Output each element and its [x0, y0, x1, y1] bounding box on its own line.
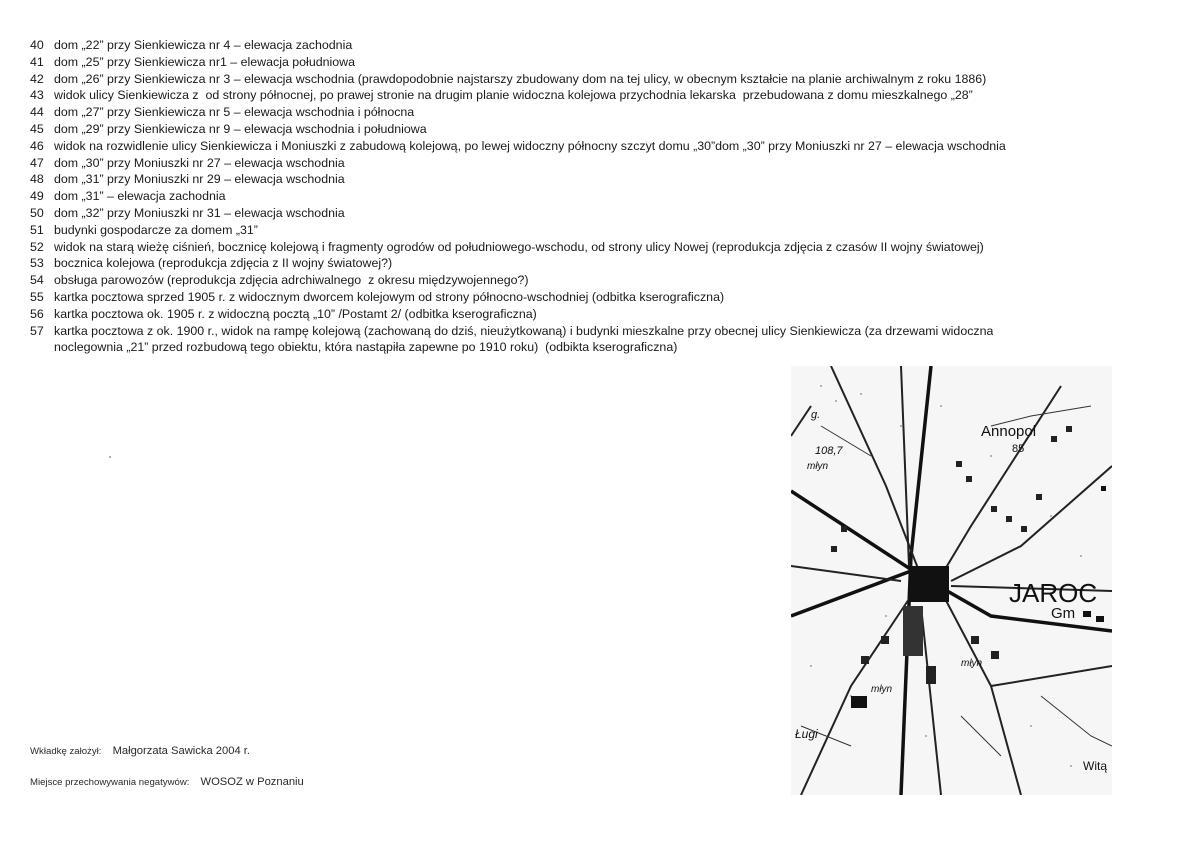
list-item [30, 222, 1190, 239]
list-item-number: 45 [30, 121, 44, 136]
list-item-number: 41 [30, 54, 44, 69]
map-label-jaroc: JAROC [1009, 578, 1098, 608]
list-item-number: 57 [30, 323, 44, 338]
author-line [30, 745, 250, 757]
map-image [791, 366, 1112, 795]
map-label-wita: Witą [1083, 759, 1107, 773]
list-item [30, 255, 1190, 272]
map-label-mlyn-2: młyn [871, 684, 893, 695]
list-item-text: bocznica kolejowa (reprodukcja zdjęcia z II wojny światowej?) [54, 256, 393, 271]
list-item-number: 40 [30, 38, 44, 52]
list-item-number: 56 [30, 306, 44, 321]
list-item [30, 205, 1190, 222]
list-item-number: 53 [30, 256, 44, 271]
list-item-text: widok na starą wieżę ciśnień, bocznicę kolejową i fragmenty ogrodów od południowego-wschodu, od strony ulicy Nowej (reprodukcja zdjęcia z czasów II wojny światowej) [54, 239, 984, 254]
list-item-text: kartka pocztowa sprzed 1905 r. z widocznym dworcem kolejowym od strony północno-wschodniej (odbitka kserograficzna) [54, 289, 725, 304]
list-item-text: obsługa parowozów (reprodukcja zdjęcia adrchiwalnego z okresu międzywojennego?) [54, 273, 529, 288]
list-item-number: 54 [30, 273, 44, 288]
list-item-text: dom „31” – elewacja zachodnia [54, 189, 226, 204]
list-item [30, 306, 1190, 323]
photo-list [30, 37, 1190, 356]
list-item [30, 272, 1190, 289]
list-item [30, 104, 1190, 121]
map-label-g: g. [811, 409, 821, 421]
list-item-number: 51 [30, 222, 44, 237]
list-item-number: 52 [30, 239, 44, 254]
list-item [30, 323, 1190, 340]
map-label-lugi: Ługi [795, 727, 818, 741]
list-item [30, 138, 1190, 155]
list-item-number: 47 [30, 155, 44, 170]
map-label-annopol: Annopol [981, 423, 1037, 440]
list-item-text: dom „25” przy Sienkiewicza nr1 – elewacja południowa [54, 54, 355, 69]
list-item [30, 171, 1190, 188]
author-label: Wkładkę założył: [30, 746, 102, 757]
list-item [30, 121, 1190, 138]
map-label-gm: Gm [1051, 605, 1076, 622]
list-item-text: kartka pocztowa z ok. 1900 r., widok na rampę kolejową (zachowaną do dziś, nieużytkowaną) i budynki mieszkalne przy obecnej ulicy Sienkiewicza (za drzewami widoczna [54, 323, 994, 338]
list-item-text: dom „27” przy Sienkiewicza nr 5 – elewacja wschodnia i północna [54, 105, 415, 120]
list-item-number: 50 [30, 205, 44, 220]
list-item [30, 188, 1190, 205]
storage-value: WOSOZ w Poznaniu [200, 776, 304, 788]
list-item-number: 44 [30, 105, 44, 120]
list-item-text: widok ulicy Sienkiewicza z od strony północnej, po prawej stronie na drugim planie widoczna kolejowa przychodnia lekarska przebudowana z domu mieszkalnego „28” [54, 88, 973, 103]
list-item [30, 54, 1190, 71]
map-label-mlyn: młyn [807, 461, 829, 472]
list-item-text: noclegownia „21” przed rozbudową tego obiektu, która nastąpiła zapewne po 1910 roku) (odbikta kserograficzna) [54, 340, 678, 355]
list-item-number: 46 [30, 138, 44, 153]
list-item [30, 87, 1190, 104]
list-item-text: dom „32” przy Moniuszki nr 31 – elewacja wschodnia [54, 205, 345, 220]
list-item [30, 155, 1190, 172]
list-item [30, 71, 1190, 88]
map-label-mlyn-3: młyn [961, 658, 983, 669]
list-item [30, 37, 1190, 54]
list-item-text: dom „31” przy Moniuszki nr 29 – elewacja wschodnia [54, 172, 345, 187]
storage-line [30, 776, 304, 788]
map-drawing [791, 366, 1112, 795]
storage-label: Miejsce przechowywania negatywów: [30, 777, 190, 788]
list-item-number: 49 [30, 189, 44, 204]
list-item-text: kartka pocztowa ok. 1905 r. z widoczną pocztą „10” /Postamt 2/ (odbitka kserograficzna) [54, 306, 537, 321]
map-label-elevation: 108,7 [815, 445, 843, 457]
list-item-text: dom „30” przy Moniuszki nr 27 – elewacja wschodnia [54, 155, 345, 170]
list-item-text: widok na rozwidlenie ulicy Sienkiewicza i Moniuszki z zabudową kolejową, po lewej widoczny północny szczyt domu „30”dom „30” przy Moniuszki nr 27 – elewacja wschodnia [54, 138, 1006, 153]
list-item-text: budynki gospodarcze za domem „31” [54, 222, 258, 237]
list-item-text: dom „29” przy Sienkiewicza nr 9 – elewacja wschodnia i południowa [54, 121, 427, 136]
list-item-text: dom „26” przy Sienkiewicza nr 3 – elewacja wschodnia (prawdopodobnie najstarszy zbudowany dom na tej ulicy, w obecnym kształcie na planie archiwalnym z roku 1886) [54, 71, 987, 86]
list-item [30, 239, 1190, 256]
list-item-number: 42 [30, 71, 44, 86]
list-item-number: 55 [30, 289, 44, 304]
scan-speck [109, 456, 111, 458]
list-item-number [30, 339, 54, 356]
list-item [30, 289, 1190, 306]
map-label-annopol-num: 85 [1012, 443, 1025, 455]
list-item [30, 339, 1190, 356]
list-item-number: 48 [30, 172, 44, 187]
list-item-text: dom „22” przy Sienkiewicza nr 4 – elewacja zachodnia [54, 38, 353, 52]
author-value: Małgorzata Sawicka 2004 r. [112, 745, 250, 757]
list-item-number: 43 [30, 88, 44, 103]
